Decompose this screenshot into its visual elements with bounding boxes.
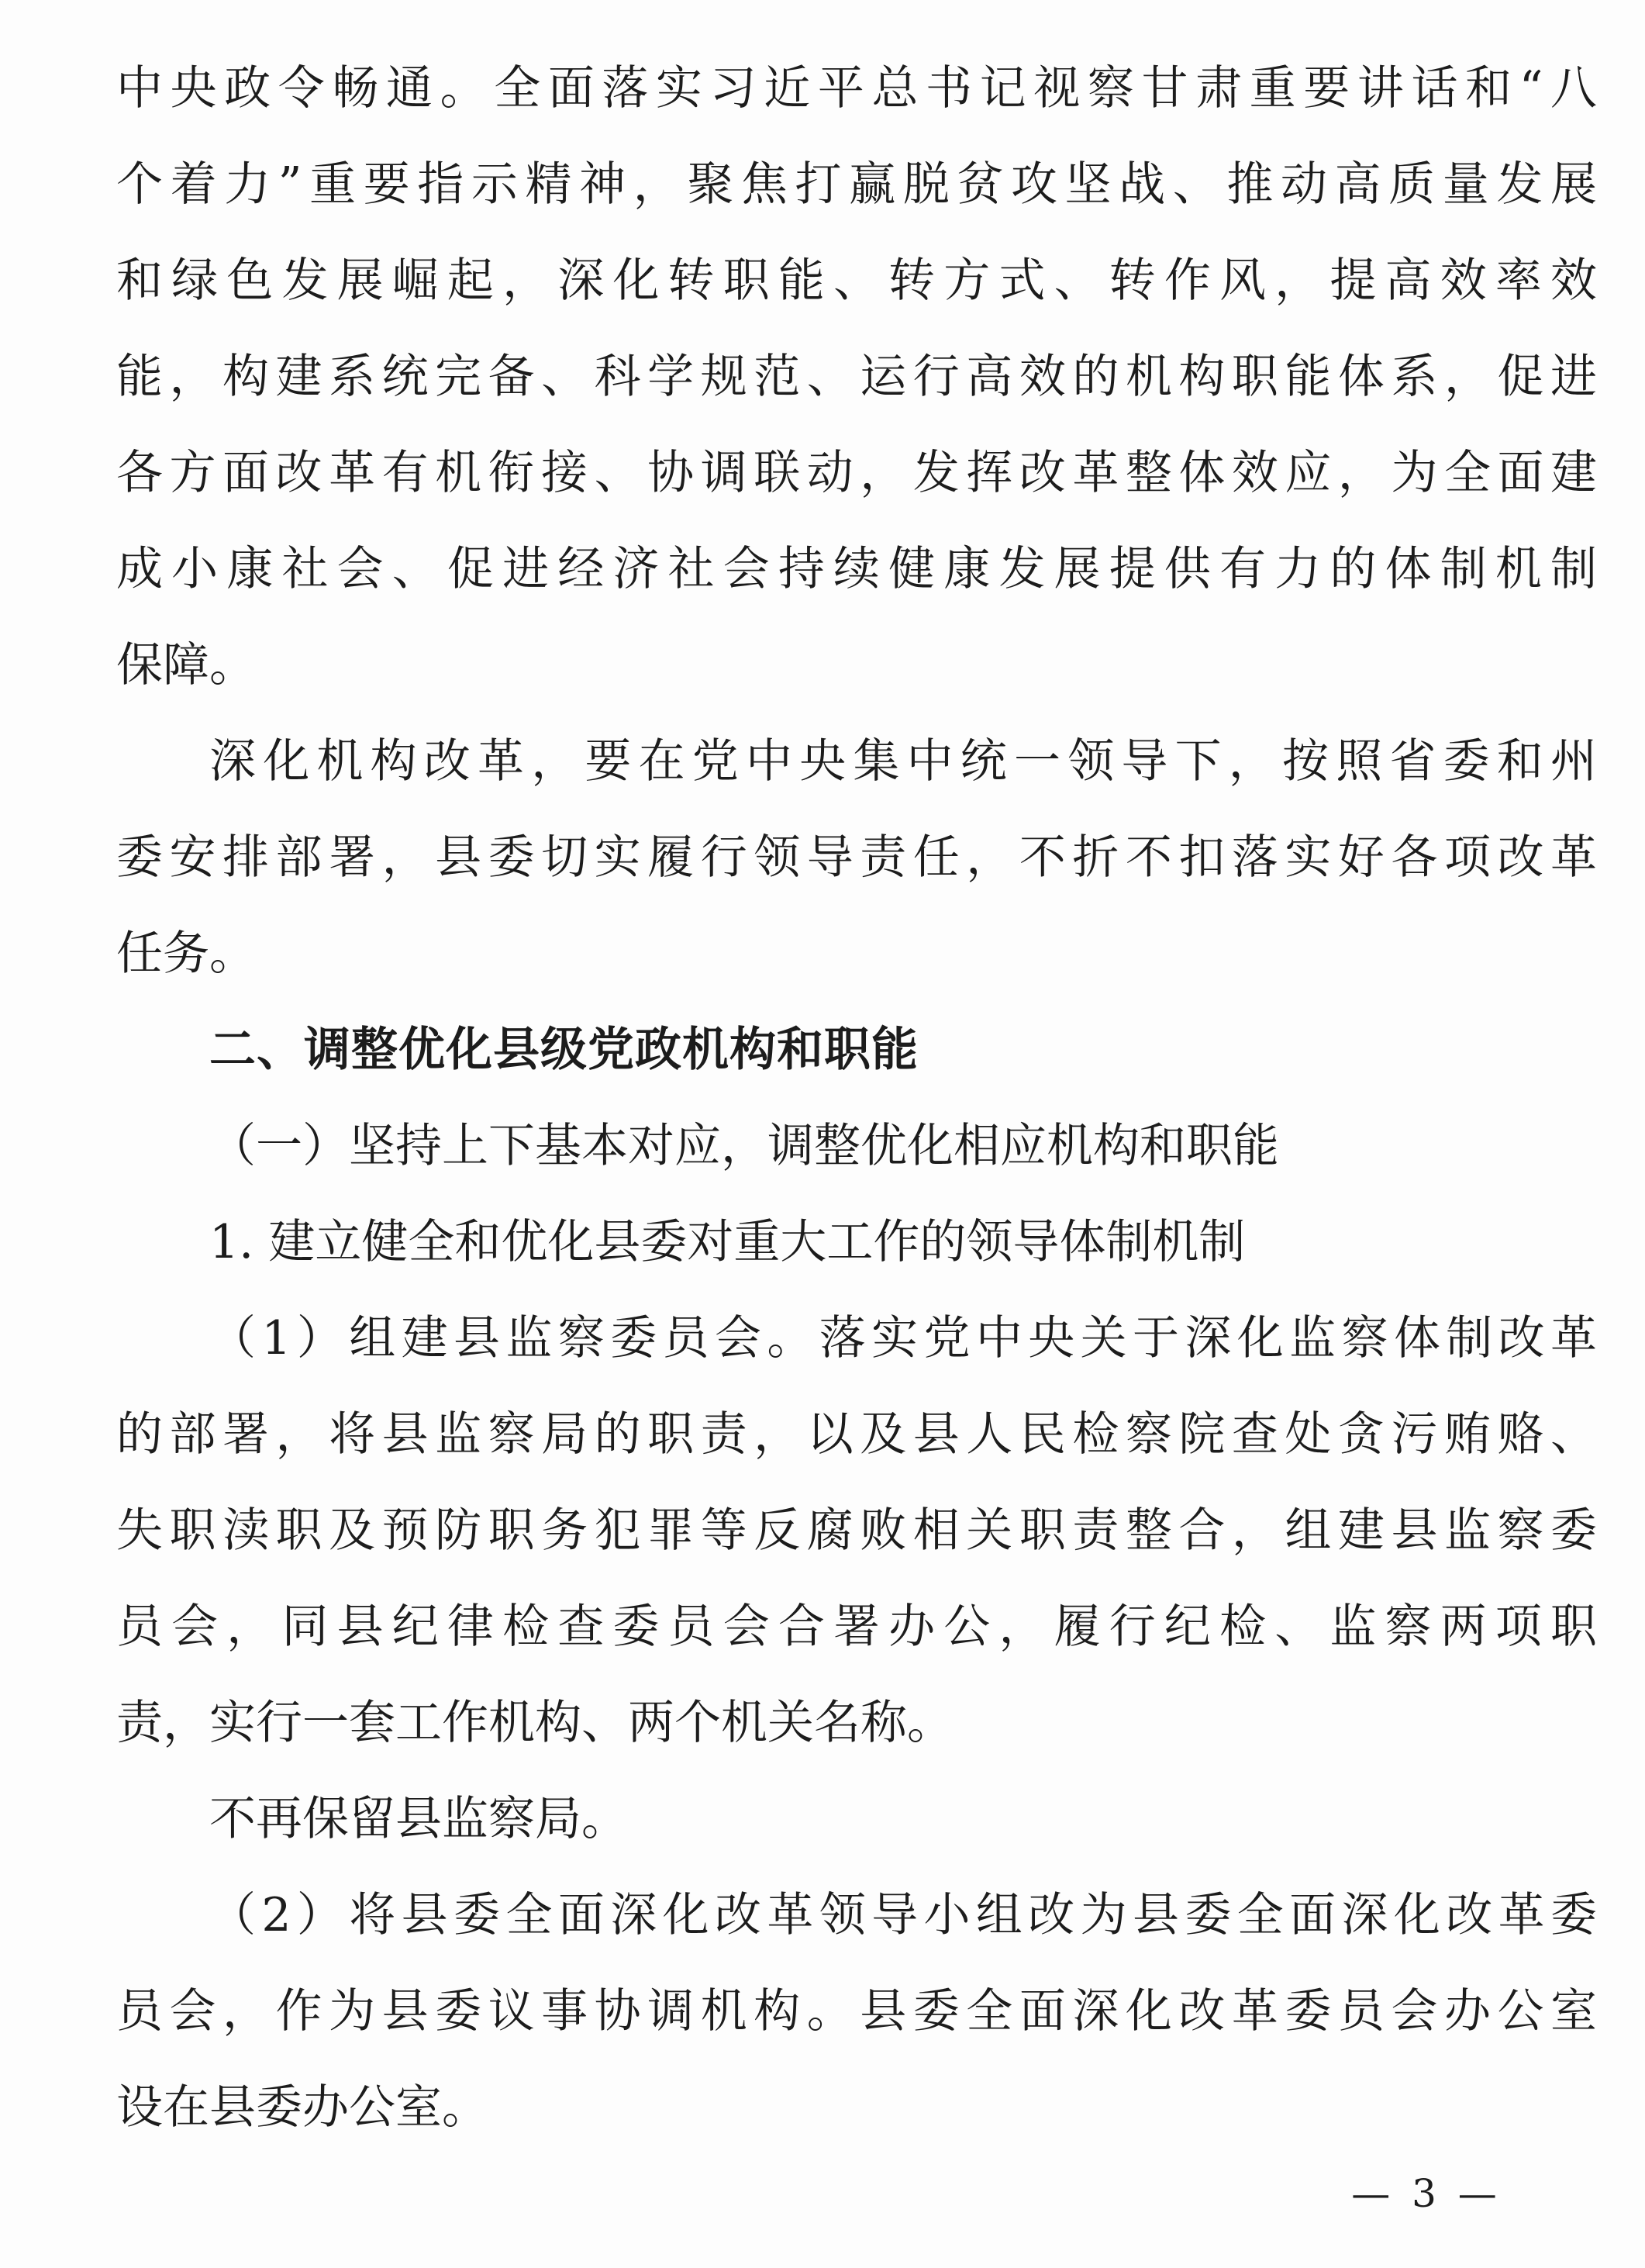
text-line: 员会，同县纪律检查委员会合署办公，履行纪检、监察两项职 bbox=[116, 1600, 1597, 1654]
document-body bbox=[116, 40, 1597, 2156]
text-line: 任务。 bbox=[116, 927, 256, 981]
text-line: 成小康社会、促进经济社会持续健康发展提供有力的体制机制 bbox=[116, 542, 1597, 596]
page-number: — 3 — bbox=[1351, 2171, 1502, 2216]
text-line: 的部署，将县监察局的职责，以及县人民检察院查处贪污贿赂、 bbox=[116, 1407, 1597, 1462]
text-line: 各方面改革有机衔接、协调联动，发挥改革整体效应，为全面建 bbox=[116, 446, 1597, 500]
text-line: 员会，作为县委议事协调机构。县委全面深化改革委员会办公室 bbox=[116, 1984, 1597, 2038]
text-line: 深化机构改革，要在党中央集中统一领导下，按照省委和州 bbox=[209, 734, 1597, 789]
text-line: 失职渎职及预防职务犯罪等反腐败相关职责整合，组建县监察委 bbox=[116, 1503, 1597, 1558]
text-line: 和绿色发展崛起，深化转职能、转方式、转作风，提高效率效 bbox=[116, 254, 1597, 308]
text-line: 保障。 bbox=[116, 638, 256, 692]
text-line: 责，实行一套工作机构、两个机关名称。 bbox=[116, 1696, 954, 1750]
subsection-heading: （一）坚持上下基本对应，调整优化相应机构和职能 bbox=[209, 1119, 1279, 1173]
text-line: （1）组建县监察委员会。落实党中央关于深化监察体制改革 bbox=[209, 1311, 1597, 1365]
text-line: 能，构建系统完备、科学规范、运行高效的机构职能体系，促进 bbox=[116, 350, 1597, 404]
text-line: 不再保留县监察局。 bbox=[209, 1792, 628, 1846]
text-line: 中央政令畅通。全面落实习近平总书记视察甘肃重要讲话和“八 bbox=[116, 61, 1597, 116]
text-line: （2）将县委全面深化改革领导小组改为县委全面深化改革委 bbox=[209, 1888, 1597, 1942]
item-heading: 1. 建立健全和优化县委对重大工作的领导体制机制 bbox=[209, 1215, 1246, 1269]
text-line: 设在县委办公室。 bbox=[116, 2080, 488, 2135]
text-line: 委安排部署，县委切实履行领导责任，不折不扣落实好各项改革 bbox=[116, 830, 1597, 885]
section-heading: 二、调整优化县级党政机构和职能 bbox=[209, 1023, 919, 1077]
text-line: 个着力”重要指示精神，聚焦打赢脱贫攻坚战、推动高质量发展 bbox=[116, 157, 1597, 212]
